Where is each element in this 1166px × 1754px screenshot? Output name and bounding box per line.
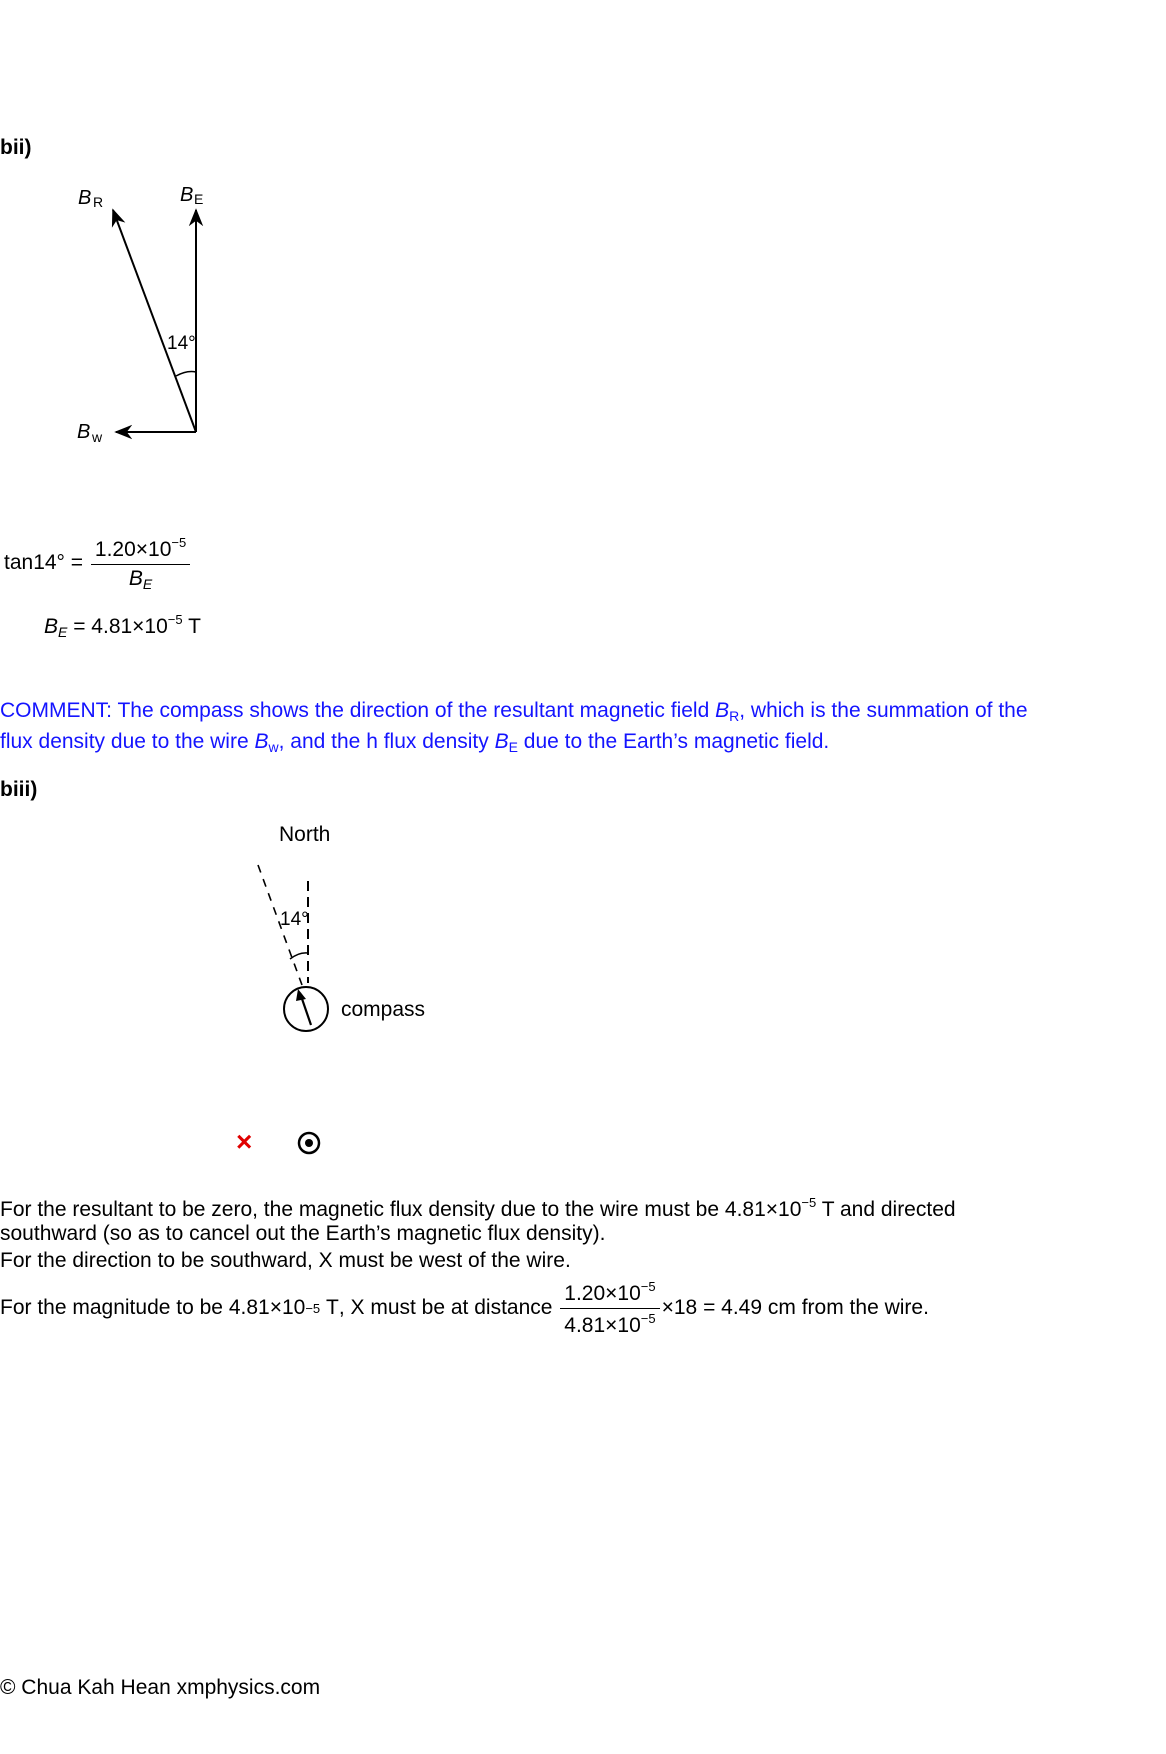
bw-label-sub: w xyxy=(92,429,103,445)
bw-label-letter: B xyxy=(77,421,91,443)
explanation-line-4-value: 4.81×10 xyxy=(228,1296,306,1319)
explanation-line-1-exp: −5 xyxy=(801,1195,817,1210)
be-result-equation xyxy=(44,612,201,640)
comment-be-sub: E xyxy=(508,739,518,755)
be-result-value: = 4.81×10 xyxy=(73,615,168,638)
distance-numerator-value: 1.20×10 xyxy=(564,1281,641,1305)
distance-denominator-value: 4.81×10 xyxy=(564,1313,641,1337)
br-label-letter: B xyxy=(78,187,92,209)
biii-angle-arc xyxy=(290,953,308,959)
comment-text-5: due to the Earth’s magnetic field. xyxy=(517,730,830,753)
comment-text-2: , which is the summation of the xyxy=(739,699,1028,722)
tan-denominator xyxy=(91,565,190,592)
comment-text-1: COMMENT: The compass shows the direction of the resultant magnetic field xyxy=(0,699,716,722)
comment-bw-sub: w xyxy=(268,739,279,755)
wire-out-of-page-dot xyxy=(305,1139,313,1147)
tan-equation xyxy=(4,535,192,592)
comment-be-letter: B xyxy=(494,730,509,753)
explanation-line-1-value: 4.81×10 xyxy=(724,1198,802,1221)
be-result-letter: B xyxy=(44,615,59,638)
be-label-letter: B xyxy=(180,184,194,206)
distance-denominator-exp: −5 xyxy=(640,1310,656,1326)
angle-label: 14° xyxy=(167,333,196,354)
distance-denominator xyxy=(560,1309,659,1338)
biii-angle-label: 14° xyxy=(280,909,309,930)
explanation-line-1-unit: T xyxy=(821,1198,835,1221)
be-result-sub: E xyxy=(58,624,68,640)
section-bii-heading: bii) xyxy=(0,136,32,159)
explanation-line-3: For the direction to be southward, X must be west of the wire. xyxy=(0,1249,571,1272)
distance-fraction xyxy=(560,1279,659,1338)
explanation-line-1-suffix: and directed xyxy=(834,1198,956,1221)
explanation-line-4-result: ×18 = 4.49 cm xyxy=(661,1296,796,1319)
explanation-line-4 xyxy=(0,1278,929,1338)
north-label: North xyxy=(279,823,331,846)
tan-numerator xyxy=(91,535,190,565)
tan-numerator-coef: 1.20×10 xyxy=(94,538,172,561)
comment-block xyxy=(0,698,1028,760)
explanation-line-2: southward (so as to cancel out the Earth’s magnetic flux density). xyxy=(0,1222,606,1245)
comment-text-3: flux density due to the wire xyxy=(0,730,255,753)
br-label-sub: R xyxy=(93,194,104,210)
compass-label: compass xyxy=(341,998,426,1021)
explanation-line-4-exp: −5 xyxy=(305,1300,321,1316)
br-vector xyxy=(113,210,196,432)
comment-text-4: , and the h flux density xyxy=(278,730,495,753)
explanation-line-4-prefix: For the magnitude to be xyxy=(0,1296,223,1319)
tan-denominator-letter: B xyxy=(128,567,143,590)
angle-arc xyxy=(176,372,196,377)
explanation-line-4-unit: T xyxy=(326,1296,339,1319)
compass-diagram-biii xyxy=(200,815,460,1175)
tan-fraction xyxy=(91,535,190,592)
comment-bw-letter: B xyxy=(254,730,269,753)
distance-numerator-exp: −5 xyxy=(640,1278,656,1294)
point-x-marker: × xyxy=(236,1126,253,1157)
be-result-exp: −5 xyxy=(167,612,183,627)
vector-diagram-bii xyxy=(0,170,300,460)
explanation-line-4-suffix: from the wire. xyxy=(801,1296,929,1319)
distance-numerator xyxy=(560,1279,659,1309)
footer-copyright: © Chua Kah Hean xmphysics.com xyxy=(0,1676,321,1699)
comment-line-2 xyxy=(0,729,1028,760)
comment-br-letter: B xyxy=(715,699,730,722)
tan-denominator-sub: E xyxy=(142,576,153,592)
be-label-sub: E xyxy=(194,191,204,207)
explanation-line-1 xyxy=(0,1195,956,1222)
tan-lhs: tan14° = xyxy=(4,551,84,575)
section-biii-heading: biii) xyxy=(0,778,38,801)
tan-numerator-exp: −5 xyxy=(171,535,187,550)
explanation-line-1-prefix: For the resultant to be zero, the magnetic flux density due to the wire must be xyxy=(0,1198,725,1221)
be-result-unit: T xyxy=(188,615,201,638)
comment-br-sub: R xyxy=(729,708,740,724)
comment-line-1 xyxy=(0,698,1028,729)
explanation-line-4-mid: , X must be at distance xyxy=(338,1296,553,1319)
